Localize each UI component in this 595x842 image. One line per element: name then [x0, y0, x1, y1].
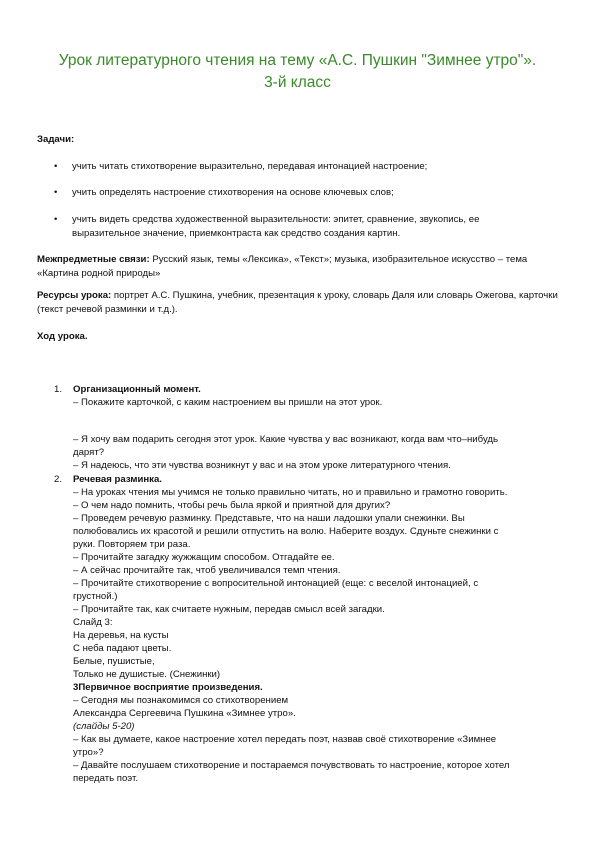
section-heading: Организационный момент.: [73, 384, 201, 395]
text-line: – Прочитайте так, как считаете нужным, передав смысл всей загадки.: [73, 604, 385, 615]
text-line: – Прочитайте загадку жужжащим способом. Отгадайте ее.: [73, 552, 335, 563]
text-line: – Как вы думаете, какое настроение хотел передать поэт, назвав своё стихотворение «Зимнее: [73, 734, 497, 745]
text-line: Только не душистые. (Снежинки): [73, 669, 221, 680]
text-line: – Я надеюсь, что эти чувства возникнут у вас и на этом уроке литературного чтения.: [73, 460, 451, 471]
section-number: 1.: [54, 384, 63, 395]
lesson-heading: Ход урока.: [37, 331, 88, 342]
text-line: утро»?: [73, 747, 104, 758]
interdisciplinary-label: Межпредметные связи:: [37, 254, 150, 265]
tasks-heading: Задачи:: [37, 134, 75, 145]
interdisciplinary-paragraph: [37, 253, 562, 280]
resources-label: Ресурсы урока:: [37, 290, 112, 301]
text-line: (слайды 5-20): [73, 721, 135, 732]
section-number: 2.: [54, 474, 63, 485]
bullet-icon: •: [54, 161, 58, 172]
text-line: руки. Повторяем три раза.: [73, 539, 191, 550]
text-line: – Покажите карточкой, с каким настроением вы пришли на этот урок.: [73, 397, 383, 408]
text-line: – Я хочу вам подарить сегодня этот урок. Какие чувства у вас возникают, когда вам что–нибудь: [73, 434, 499, 445]
text-line: Белые, пушистые,: [73, 656, 155, 667]
text-line: С неба падают цветы.: [73, 643, 172, 654]
interdisciplinary-text: Русский язык, темы «Лексика», «Текст»; музыка, изобразительное искусство – тема «Картина родной природы»: [37, 254, 528, 279]
section-heading: 3Первичное восприятие произведения.: [73, 682, 263, 693]
title-line-2: 3-й класс: [264, 74, 331, 91]
text-line: – Прочитайте стихотворение с вопросительной интонацией (еще: с веселой интонацией, с: [73, 578, 479, 589]
text-line: Слайд 3:: [73, 617, 113, 628]
text-line: – На уроках чтения мы учимся не только правильно читать, но и правильно и грамотно говорить.: [73, 487, 508, 498]
text-line: На деревья, на кусты: [73, 630, 169, 641]
title-line-1: Урок литературного чтения на тему «А.С. Пушкин "Зимнее утро"».: [58, 52, 537, 69]
text-line: – Проведем речевую разминку. Представьте, что на наши ладошки упали снежинки. Вы: [73, 513, 465, 524]
text-line: – О чем надо помнить, чтобы речь была яркой и приятной для других?: [73, 500, 391, 511]
resources-paragraph: [37, 289, 562, 316]
bullet-icon: •: [54, 187, 58, 198]
document-title: [40, 50, 555, 94]
text-line: Александра Сергеевича Пушкина «Зимнее утро».: [73, 708, 296, 719]
resources-text: портрет А.С. Пушкина, учебник, презентация к уроку, словарь Даля или словарь Ожегова, карточки (текст речевой разминки и т.д.).: [37, 290, 558, 315]
text-line: – Давайте послушаем стихотворение и постараемся почувствовать то настроение, которое хотел: [73, 760, 510, 771]
text-line: – А сейчас прочитайте так, чтоб увеличивался темп чтения.: [73, 565, 341, 576]
section-heading: Речевая разминка.: [73, 474, 162, 485]
text-line: – Сегодня мы познакомимся со стихотворением: [73, 695, 289, 706]
bullet-icon: •: [54, 214, 58, 225]
text-line: полюбовались их красотой и решили отпустить на волю. Наберите воздух. Сдуньте снежинки с: [73, 526, 499, 537]
text-line: грустной.): [73, 591, 118, 602]
text-line: передать поэт.: [73, 773, 138, 784]
text-line: дарят?: [73, 447, 105, 458]
